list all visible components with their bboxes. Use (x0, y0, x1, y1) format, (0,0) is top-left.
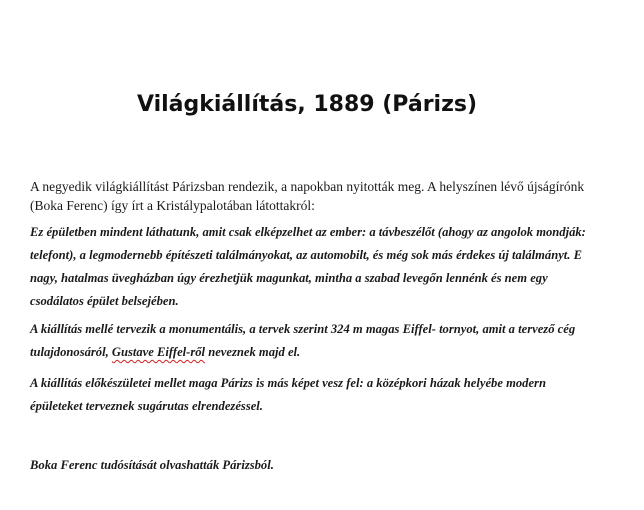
quote-paragraph-eiffel-tower (30, 318, 596, 364)
eiffel-text-start: A kiállítás mellé tervezik a monumentális, a tervek szerint 324 m magas Eiffel- tornyot, amit a tervező cég tulajdonosáról, (30, 322, 576, 359)
document-title: Világkiállítás, 1889 (Párizs) (136, 92, 478, 117)
eiffel-text-end: neveznek majd el. (205, 345, 301, 359)
spellcheck-marked-name: Gustave Eiffel-ről (111, 345, 206, 359)
intro-paragraph: A negyedik világkiállítást Párizsban rendezik, a napokban nyitották meg. A helyszínen lévő újságírónk (Boka Ferenc) így írt a Kristálypalotában látottakról: (30, 179, 585, 213)
closing-line: Boka Ferenc tudósítását olvashatták Párizsból. (30, 458, 274, 472)
quote-paragraph-paris-rebuild: A kiállítás előkészületei mellet maga Párizs is más képet vesz fel: a középkori házak helyébe modern épületeket terveznek sugárutas elrendezéssel. (30, 376, 546, 413)
quote-paragraph-telephone: Ez épületben mindent láthatunk, amit csak elképzelhet az ember: a távbeszélőt (ahogy az angolok mondják: telefont), a legmodernebb építészeti találmányokat, az automobilt, és még sok más érdekes új találmányt. E nagy, hatalmas üvegházban úgy érezhetjük magunkat, mintha a szabad levegőn lennénk és nem egy csodálatos épület belsejében. (30, 225, 586, 308)
